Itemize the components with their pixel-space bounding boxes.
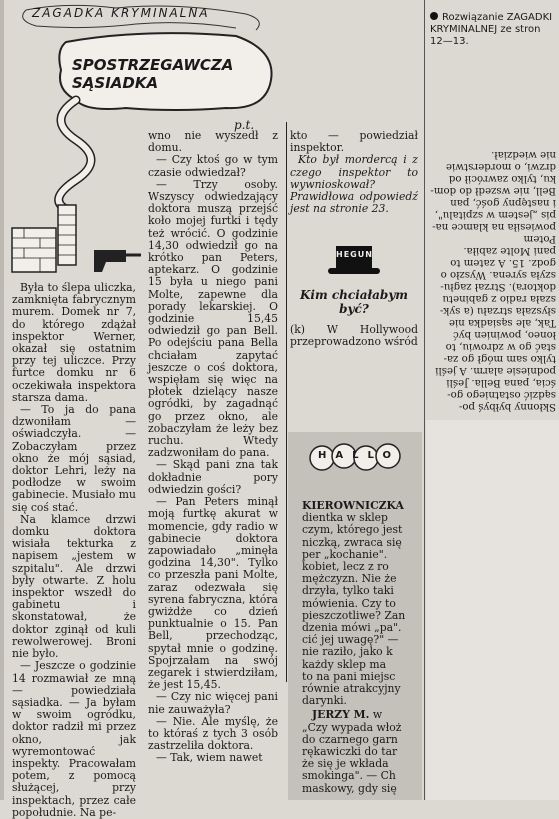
line: godz. 15. A zatem to — [450, 257, 556, 268]
hallo-section — [288, 432, 422, 800]
line: niczką, zwraca się — [302, 535, 402, 549]
line: mówienia. Czy to — [302, 596, 396, 610]
puzzle-column-1 — [12, 282, 136, 819]
line: powiesiła na klamce na- — [432, 221, 556, 232]
puzzle-title: SPOSTRZEGAWCZA SĄSIADKA — [72, 56, 234, 92]
line: drzwi, o morderstwie — [446, 161, 556, 172]
line: per „kochanie". — [302, 547, 388, 561]
line: do czarnego garn — [302, 732, 398, 746]
paragraph: — Czy nic więcej pani nie zauważyła? — [148, 690, 278, 716]
line: równie atrakcyjny — [302, 682, 401, 696]
page-edge — [0, 0, 4, 800]
line: Bell, nie wszedł do dom- — [430, 185, 556, 196]
line: ścia, pana Bella. Jeśli — [446, 377, 556, 388]
solution-divider — [424, 0, 425, 800]
line: podniesie alarm. A jeśli — [435, 365, 556, 376]
paragraph: — Jeszcze o godzinie 14 rozmawiał ze mną — powiedziała sąsiadka. — Ja byłam w swoim ogródku, doktor radził mi przez okno, jak wyremontować inspekty. Pracowałam potem, z pomocą służącej, przy inspektach, przez całe popołudnie. Na pe- — [12, 659, 136, 819]
wish-text: (k) W Hollywood przeprowadzono wśród — [290, 323, 418, 349]
solution-box — [426, 0, 559, 420]
line: drzyła, tylko taki — [302, 584, 394, 598]
author-signature: p.t. — [234, 118, 255, 132]
column-divider — [286, 122, 287, 682]
paragraph: Na klamce drzwi domku doktora wisiała tekturka z napisem „jestem w szpitalu". Ale drzwi były otwarte. Z holu inspektor wszedł do gabinetu i skonstatował, że doktor zginął od kuli rewolwerowej. Broni nie było. — [12, 512, 136, 661]
line: mężczyzn. Nie że — [302, 572, 397, 586]
hallo-logo-text: HALLO — [318, 450, 400, 461]
line: Skłonny byłbyś po- — [458, 401, 556, 412]
line: dientka w sklep — [302, 511, 388, 525]
paragraph: kto — powiedział inspektor. — [290, 129, 418, 155]
line: łoneo, powinien być — [453, 329, 556, 340]
line: że się je wkłada — [302, 757, 389, 771]
wish-section — [290, 240, 418, 348]
paragraph: — Pan Peters minął moją furtkę akurat w momencie, gdy radio w gabinecie doktora zapowiadało „minęła godzina 14,30". Tylko co przeszła pani Molte, zaraz odezwała się syrena fabryczna, która gwiżdże co dzień punktualnie o 15. Pan Bell, przechodząc, spytał mnie o godzinę. Spojrzałam na swój zegarek i stwierdziłam, że jest 15,45. — [148, 495, 278, 692]
line: doktora). Strzał zagłu- — [440, 281, 556, 292]
line: ku, tylko zawrócił od — [448, 173, 556, 184]
line: czym, którego jest — [302, 523, 403, 537]
paragraph: — Czy ktoś go w tym czasie odwiedzał? — [148, 153, 278, 179]
hallo-letter-1 — [302, 500, 422, 795]
paragraph: wno nie wyszedł z domu. — [148, 129, 278, 155]
series-title: ZAGADKA KRYMINALNA — [32, 6, 210, 20]
line: sądzić ostatniego go- — [447, 389, 556, 400]
answer-question: Kto był mordercą i z czego inspektor to wywnioskował? Prawidłowa odpowiedź jest na stronie 23. — [290, 153, 418, 216]
line: każdy sklep ma — [302, 657, 387, 671]
line: tylko sam mógł go za- — [443, 353, 556, 364]
paragraph: — Skąd pani zna tak dokładnie pory odwiedzin gości? — [148, 458, 278, 496]
line: to na pani miejsc — [302, 669, 396, 683]
line: nie raziło, jako k — [302, 645, 393, 659]
paragraph: Była to ślepa uliczka, zamknięta fabrycznym murem. Domek nr 7, do którego zdążał inspektor Werner, okazał się ostatnim przy tej uliczce. Przy furtce domku nr 6 oczekiwała inspektora starsza dama. — [12, 281, 136, 404]
paragraph: — To ja do pana dzwoniłam — oświadczyła. — Zobaczyłam przez okno że mój sąsiad, doktor Lehri, leży na podłodze w swoim gabinecie. Musiało mu się coś stać. — [12, 403, 136, 514]
puzzle-column-2 — [148, 130, 278, 765]
line: szyła syrena. Wyszło o — [440, 269, 556, 280]
line: szała radio z gabinetu — [442, 293, 556, 304]
paragraph: — Trzy osoby. Wszyscy odwiedzający doktora muszą przejść koło mojej furtki i tędy też wrócić. O godzinie 14,30 odwiedził go na krótko pan Peters, aptekarz. O godzinie 15 była u niego pani Molte, zapewne dla porady lekarskiej. O godzinie 15,45 odwiedził go pan Bell. Po odejściu pana Bella chciałam zapytać jeszcze o coś doktora, wspięłam się więc na płotek dzielący nasze ogródki, by zagadnąć go przez okno, ale zobaczyłam że leży bez ruchu. Wtedy zadzwoniłam do pana. — [148, 177, 278, 460]
hallo-name: JERZY M. — [312, 708, 370, 722]
solution-heading — [430, 12, 556, 48]
line: pieszczotliwe? Zan — [302, 608, 406, 622]
hallo-logo-icon — [306, 436, 406, 486]
hallo-name-tail: w — [372, 708, 383, 722]
paragraph: — Tak, wiem nawet — [156, 751, 263, 765]
line: maskowy, gdy się — [302, 781, 397, 795]
puzzle-column-3 — [290, 130, 418, 215]
bullet-icon — [430, 12, 438, 20]
line: pani Molte zabiła. Potem — [463, 233, 556, 256]
line: Tak, ale sąsiadka nie — [448, 317, 556, 328]
line: słyszała strzału (a syk- — [439, 305, 556, 316]
line: darynki. — [302, 694, 347, 708]
line: i następny gość, pan — [450, 197, 556, 208]
line: nie wiedział. — [491, 149, 556, 160]
line: smokinga". — Ch — [302, 769, 396, 783]
hat-logo-text: HEGUN — [336, 250, 373, 259]
line: „Czy wypada włoż — [302, 720, 402, 734]
line: pis „jestem w szpitalu", — [434, 209, 556, 220]
hallo-letter-2-head — [302, 709, 422, 721]
line: dzenia mówi „pa". — [302, 621, 402, 635]
blank-margin — [426, 420, 559, 800]
line: cić jej uwagę?" — — [302, 633, 399, 647]
line: stać go w zdrowiu, to — [445, 341, 556, 352]
hallo-lead: KIEROWNICZKA — [302, 499, 404, 512]
solution-heading-text: Rozwiązanie ZAGADKI KRYMINALNEJ ze stron 12—13. — [430, 12, 553, 47]
wish-title: Kim chciałabym być? — [300, 288, 408, 316]
paragraph: — Nie. Ale myślę, że to któraś z tych 3 osób zastrzeliła doktora. — [148, 714, 278, 753]
line: kobiet, lecz z ro — [302, 560, 389, 574]
line: rękawiczki do tar — [302, 745, 398, 759]
solution-text-upside-down — [430, 52, 556, 412]
hat-logo — [326, 244, 382, 282]
